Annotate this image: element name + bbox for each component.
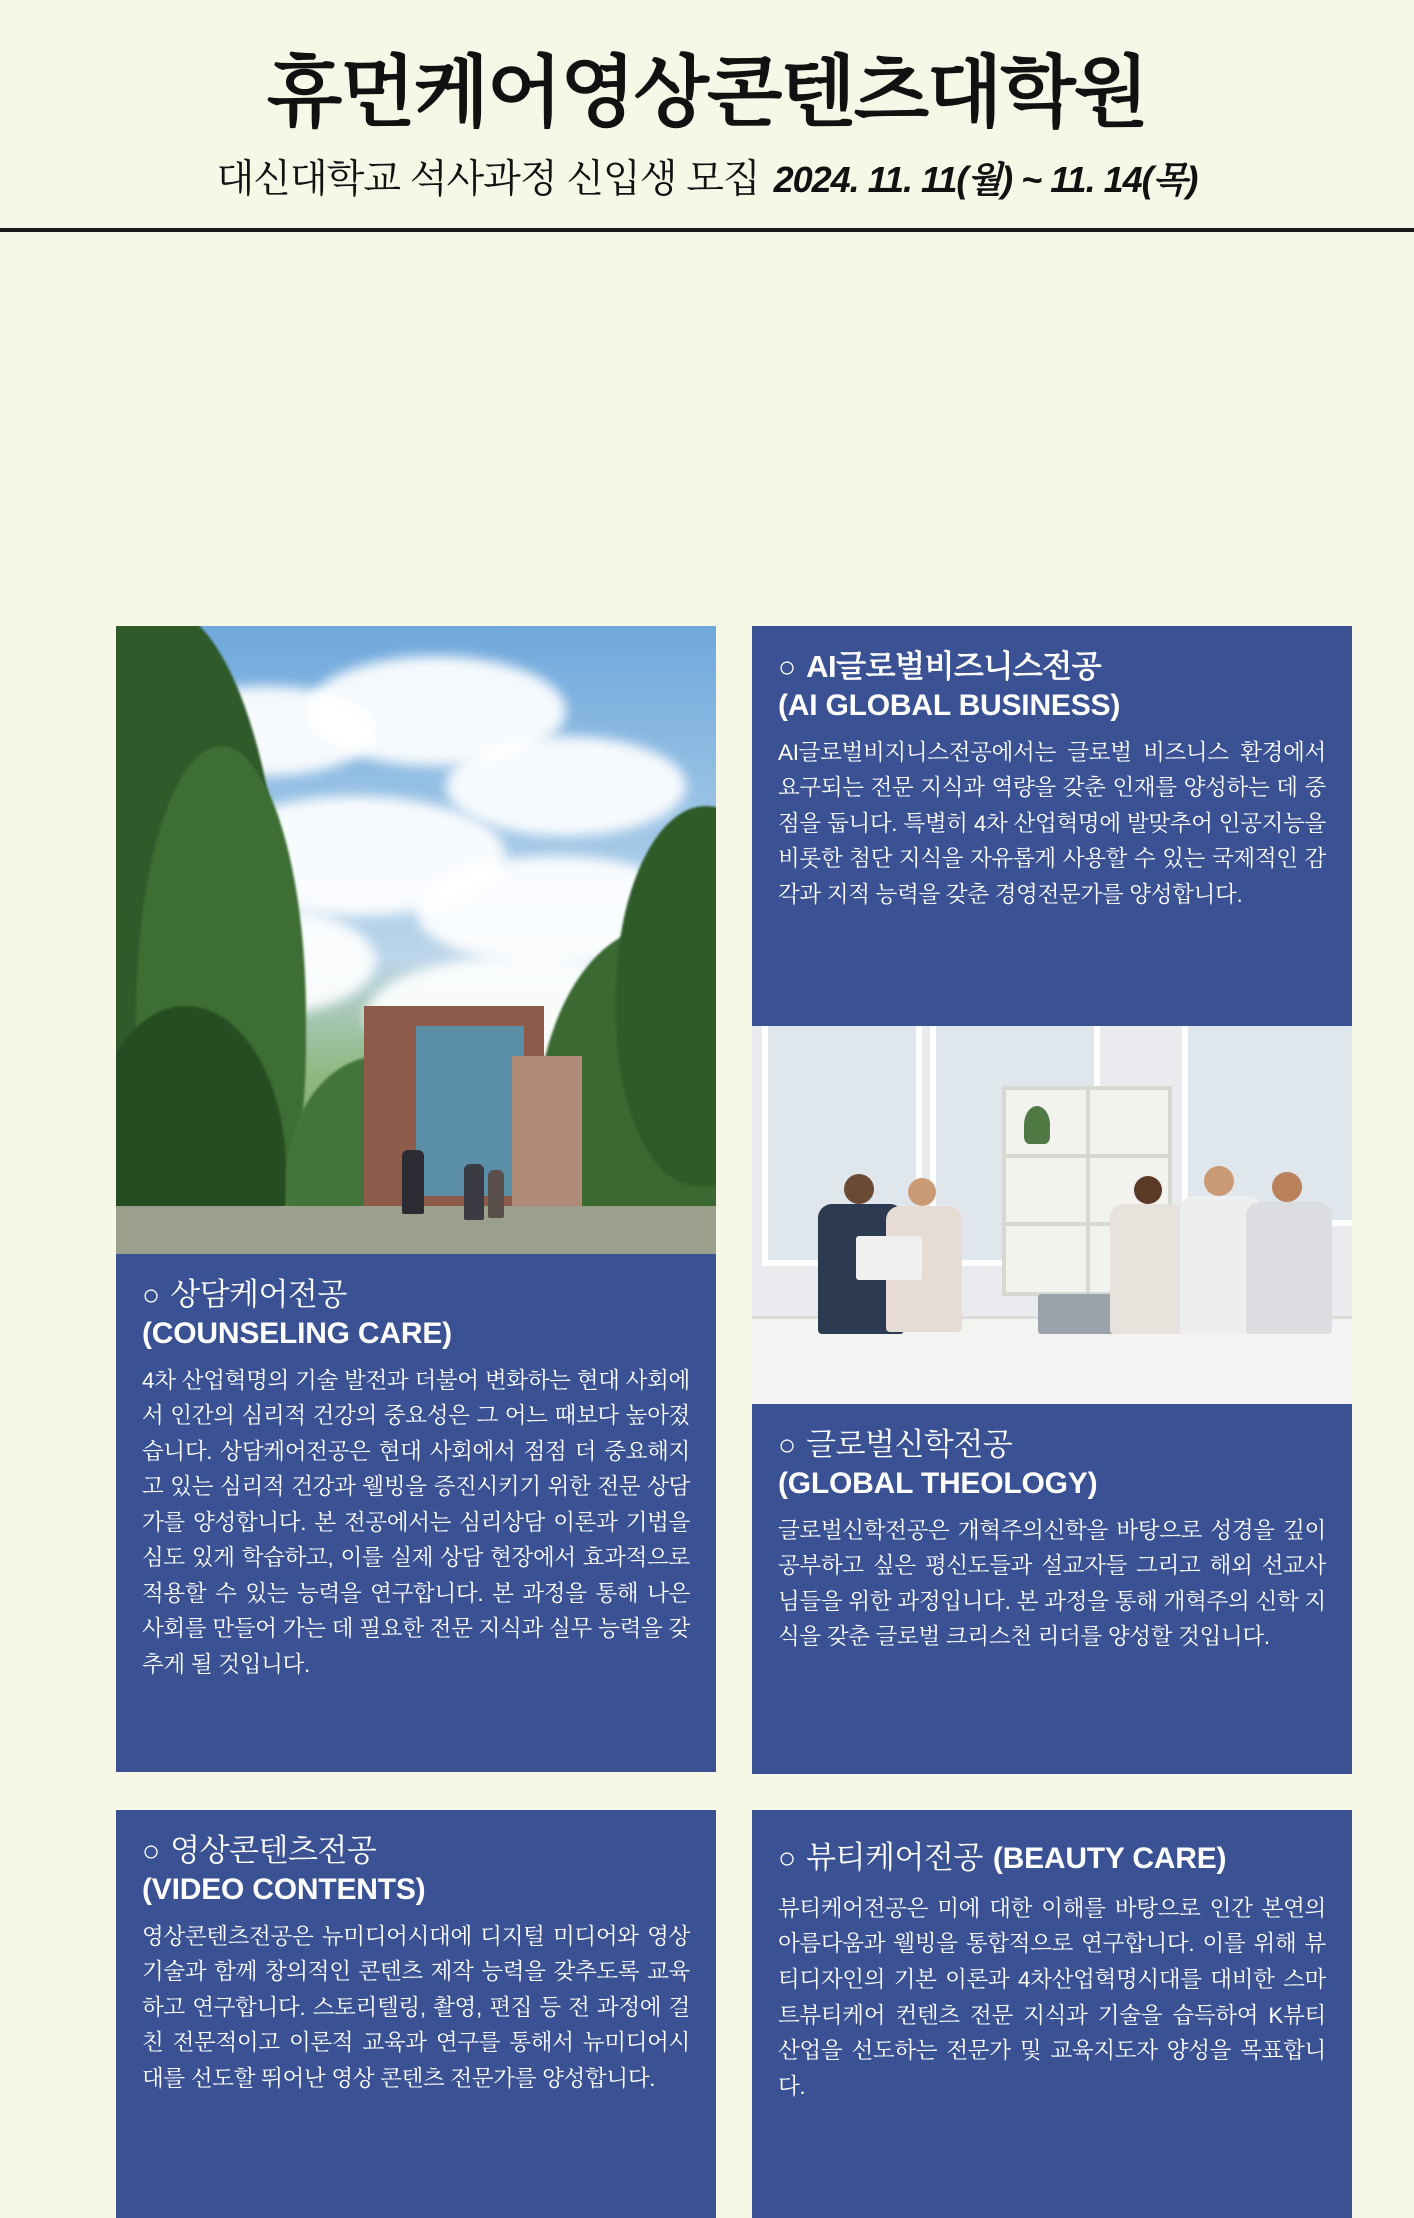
card-title-ko: 영상콘텐츠전공: [170, 1832, 377, 1868]
card-title-row: [142, 1276, 690, 1315]
poster-body: [0, 232, 1414, 2099]
card-title-ko: 상담케어전공: [170, 1276, 347, 1312]
card-body: 영상콘텐츠전공은 뉴미디어시대에 디지털 미디어와 영상 기술과 함께 창의적인 콘텐츠 제작 능력을 갖추도록 교육하고 연구합니다. 스토리텔링, 촬영, 편집 등 전 과정에 걸친 전문적이고 이론적 교육과 연구를 통해서 뉴미디어시대를 선도할 뛰어난 영상 콘텐츠 전문가를 양성합니다.: [142, 1923, 690, 2091]
card-body: AI글로벌비지니스전공에서는 글로벌 비즈니스 환경에서 요구되는 전문 지식과 역량을 갖춘 인재를 양성하는 데 중점을 둡니다. 특별히 4차 산업혁명에 발맞추어 인공지능을 비롯한 첨단 지식을 자유롭게 사용할 수 있는 국제적인 감각과 지적 능력을 갖춘 경영전문가를 양성합니다.: [778, 739, 1326, 907]
card-body: 4차 산업혁명의 기술 발전과 더불어 변화하는 현대 사회에서 인간의 심리적 건강의 중요성은 그 어느 때보다 높아졌습니다. 상담케어전공은 현대 사회에서 점점 더 중요해지고 있는 심리적 건강과 웰빙을 증진시키기 위한 전문 상담가를 양성합니다. 본 전공에서는 심리상담 이론과 기법을 심도 있게 학습하고, 이를 실제 상담 현장에서 효과적으로 적용할 수 있는 능력을 연구합니다. 본 과정을 통해 나은 사회를 만들어 가는 데 필요한 전문 지식과 실무 능력을 갖추게 될 것입니다.: [142, 1367, 690, 1678]
campus-photo: [116, 626, 716, 1266]
office-meeting-photo: [752, 1026, 1352, 1406]
card-title-ko: 뷰티케어전공: [806, 1839, 983, 1875]
poster-header: [0, 0, 1414, 232]
header-subtitle-row: [0, 148, 1414, 210]
card-counseling-care: [116, 1254, 716, 1772]
card-title-row: [778, 648, 1326, 687]
card-title-en: (AI GLOBAL BUSINESS): [778, 688, 1121, 722]
card-title-en: (BEAUTY CARE): [992, 1841, 1227, 1875]
page-title: 휴먼케어영상콘텐츠대학원: [266, 48, 1148, 136]
circle-icon: ○: [778, 650, 797, 684]
card-title-en: (COUNSELING CARE): [142, 1316, 452, 1350]
header-dates: 2024. 11. 11(월) ~ 11. 14(목): [773, 158, 1198, 200]
card-title-row: [142, 1832, 690, 1871]
circle-icon: ○: [778, 1841, 797, 1875]
card-ai-global-business: [752, 626, 1352, 1026]
circle-icon: ○: [142, 1834, 161, 1868]
circle-icon: ○: [778, 1428, 797, 1462]
header-subtitle: 대신대학교 석사과정 신입생 모집: [216, 157, 760, 201]
card-body: 글로벌신학전공은 개혁주의신학을 바탕으로 성경을 깊이 공부하고 싶은 평신도들과 설교자들 그리고 해외 선교사님들을 위한 과정입니다. 본 과정을 통해 개혁주의 신학 지식을 갖춘 글로벌 크리스천 리더를 양성할 것입니다.: [778, 1517, 1326, 1650]
card-title-row: [778, 1832, 1326, 1877]
card-title-ko: AI글로벌비즈니스전공: [806, 648, 1102, 684]
circle-icon: ○: [142, 1278, 161, 1312]
card-title-row: [778, 1426, 1326, 1465]
card-body: 뷰티케어전공은 미에 대한 이해를 바탕으로 인간 본연의 아름다움과 웰빙을 통합적으로 연구합니다. 이를 위해 뷰티디자인의 기본 이론과 4차산업혁명시대를 대비한 스마트뷰티케어 컨텐츠 전문 지식과 기술을 습득하여 K뷰티 산업을 선도하는 전문가 및 교육지도자 양성을 목표합니다.: [778, 1895, 1326, 2099]
card-title-en: (VIDEO CONTENTS): [142, 1872, 426, 1906]
card-global-theology: [752, 1404, 1352, 1774]
card-title-ko: 글로벌신학전공: [806, 1426, 1013, 1462]
card-beauty-care: [752, 1810, 1352, 2218]
card-video-contents: [116, 1810, 716, 2218]
card-title-en: (GLOBAL THEOLOGY): [778, 1466, 1098, 1500]
